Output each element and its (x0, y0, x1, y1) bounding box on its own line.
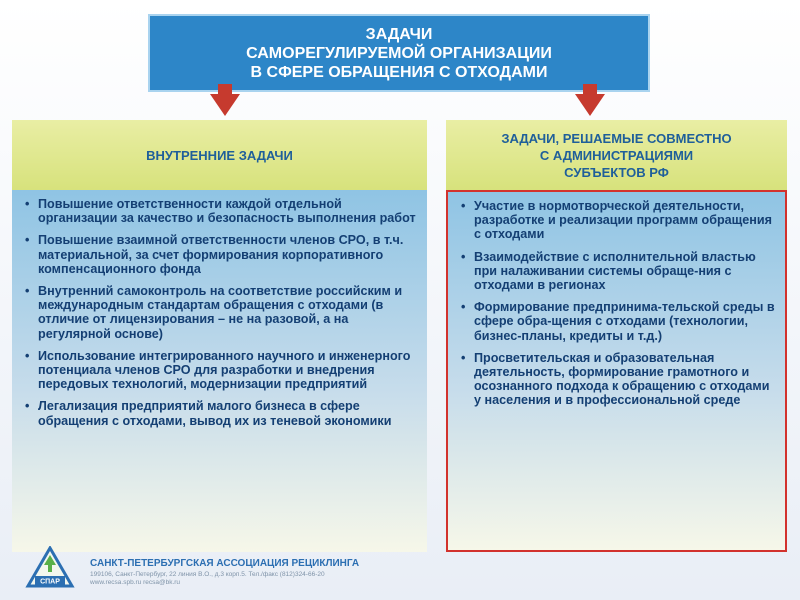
spar-logo-icon (25, 546, 75, 590)
list-item: • Просветительская и образовательная деятельность, формирование грамотного и осознанного подхода к обращению с отходами у населения и в профессиональной среде (474, 351, 777, 408)
slide-title (148, 14, 650, 92)
list-item: • Участие в нормотворческой деятельности, разработке и реализации программ обращения с отходами (474, 199, 777, 242)
title-line-2: САМОРЕГУЛИРУЕМОЙ ОРГАНИЗАЦИИ (246, 44, 552, 62)
internal-tasks-header-text: ВНУТРЕННИЕ ЗАДАЧИ (146, 147, 293, 163)
organization-address (90, 571, 325, 587)
joint-tasks-list (458, 199, 777, 408)
joint-tasks-panel (446, 190, 787, 552)
list-item: • Взаимодействие с исполнительной властью при налаживании системы обраще-ния с отходами в регионах (474, 250, 777, 293)
title-line-1: ЗАДАЧИ (365, 25, 433, 43)
organization-name: САНКТ-ПЕТЕРБУРГСКАЯ АССОЦИАЦИЯ РЕЦИКЛИНГА (90, 558, 360, 569)
list-item: • Легализация предприятий малого бизнеса в сфере обращения с отходами, вывод их из теневой экономики (38, 399, 419, 427)
joint-tasks-header (446, 120, 787, 190)
down-arrow-right-icon (575, 94, 605, 116)
joint-tasks-header-line-2: С АДМИНИСТРАЦИЯМИ (539, 147, 694, 163)
address-line-2: www.recsa.spb.ru recsa@bk.ru (90, 579, 181, 586)
internal-tasks-panel (12, 190, 427, 552)
list-item: • Повышение ответственности каждой отдельной организации за качество и безопасность выполнения работ (38, 197, 419, 225)
list-item: • Внутренний самоконтроль на соответствие российским и международным стандартам обращения с отходами (в отличие от лицензирования – не на разовой, а на регулярной основе) (38, 284, 419, 341)
logo-text: СПАР (40, 578, 60, 586)
list-item: • Формирование предпринима-тельской среды в сфере обра-щения с отходами (технологии, бизнес-планы, кредиты и т.д.) (474, 300, 777, 343)
joint-tasks-header-line-3: СУБЪЕКТОВ РФ (564, 164, 669, 180)
internal-tasks-list (22, 197, 419, 428)
down-arrow-left-icon (210, 94, 240, 116)
address-line-1: 199106, Санкт-Петербург, 22 линия В.О., д.3 корп.5. Тел./факс (812)324-66-20 (90, 571, 325, 578)
list-item: • Использование интегрированного научного и инженерного потенциала членов СРО для разработки и внедрения передовых технологий, модернизации предприятий (38, 349, 419, 392)
internal-tasks-header (12, 120, 427, 190)
joint-tasks-header-line-1: ЗАДАЧИ, РЕШАЕМЫЕ СОВМЕСТНО (501, 130, 732, 146)
title-line-3: В СФЕРЕ ОБРАЩЕНИЯ С ОТХОДАМИ (250, 63, 548, 81)
list-item: • Повышение взаимной ответственности членов СРО, в т.ч. материальной, за счет формирования корпоративного компенсационного фонда (38, 233, 419, 276)
